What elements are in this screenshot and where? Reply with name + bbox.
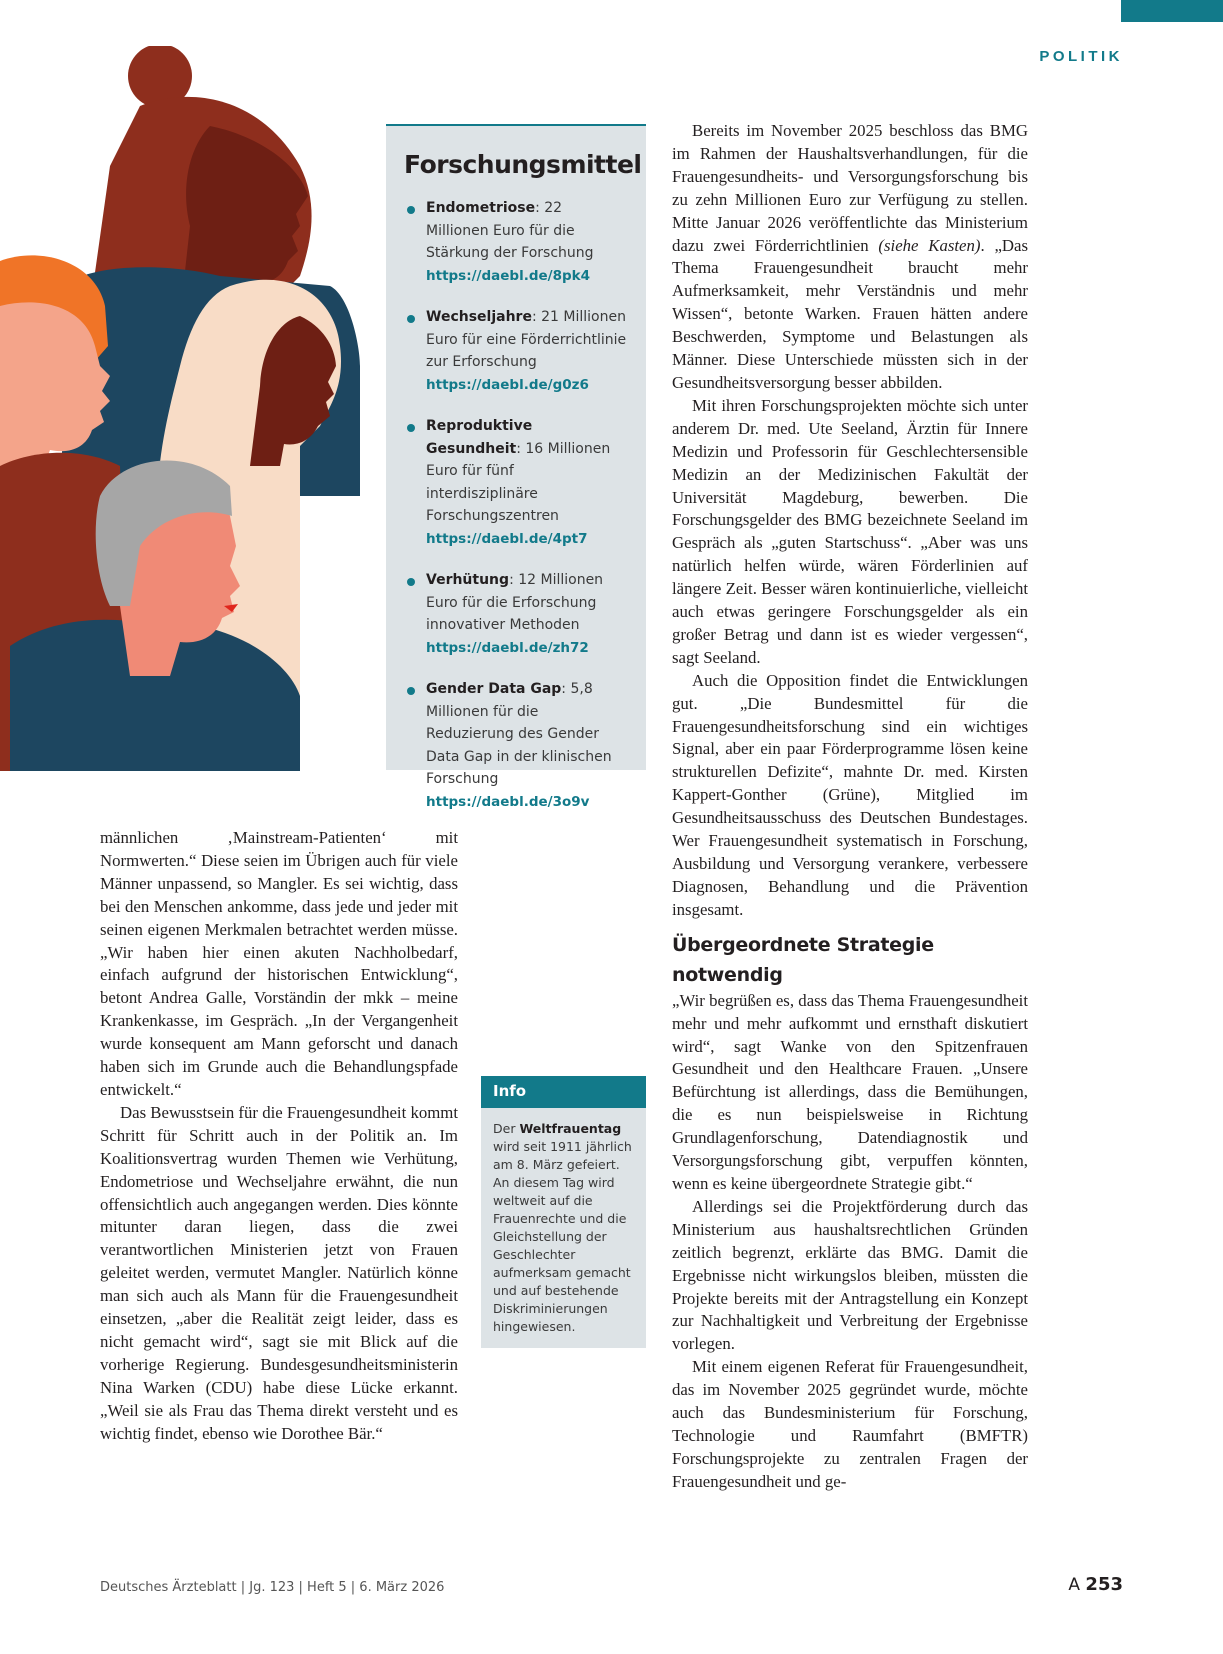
women-profiles-illustration	[0, 46, 360, 771]
bullet-icon	[407, 578, 415, 586]
research-funding-box	[386, 124, 646, 810]
funding-text: : 5,8 Millionen für die Reduzierung des Gender Data Gap in der klinischen Forschung	[426, 681, 612, 787]
article-paragraph: Auch die Opposition findet die Entwicklungen gut. „Die Bundesmittel für die Frauengesundheitsforschung sind ein wichtiges Signal, aber ein paar Förderprogramme lösen keine strukturellen Defizite“, mahnte Dr. med. Kirsten Kappert-Gonther (Grüne), Mitglied im Gesundheitsausschuss des Deutschen Bundestages. Wer Frauengesundheit systematisch in Forschung, Ausbildung und Versorgung verankere, verbessere Diagnosen, Behandlung und die Prävention insgesamt.	[672, 670, 1028, 919]
funding-text: : 12 Millionen Euro für die Erforschung innovativer Methoden	[426, 572, 604, 633]
list-item	[404, 306, 628, 396]
info-box-text	[481, 1108, 646, 1348]
subheading: Übergeordnete Strategie notwendig	[672, 933, 934, 986]
list-item	[404, 569, 628, 659]
bullet-icon	[407, 424, 415, 432]
article-paragraph: Allerdings sei die Projektförderung durch das Ministerium aus haushaltsrechtlichen Gründen zeitlich begrenzt, erklärte das BMG. Damit die Ergebnisse nicht wirkungslos bleiben, müssten die Projekte bereits mit der Antragstellung ein Konzept zur Nachhaltigkeit und Verbreitung der Ergebnisse vorlegen.	[672, 1196, 1028, 1354]
box-reference: (siehe Kasten)	[878, 235, 981, 255]
list-item	[404, 415, 628, 550]
funding-link[interactable]: https://daebl.de/g0z6	[426, 376, 589, 393]
info-text-before: Der	[493, 1121, 520, 1136]
paragraph-text: . „Das Thema Frauengesundheit braucht mehr Aufmerksamkeit, mehr Verständnis und mehr Wissen“, betonte Warken. Frauen hätten andere Beschwerden, Symptome und Belastungen als Männer. Diese Unterschiede müssten sich in der Gesundheitsversorgung besser abbilden.	[672, 235, 1029, 392]
research-funding-list	[404, 197, 628, 813]
info-text-bold: Weltfrauentag	[519, 1121, 622, 1136]
article-paragraph: Mit ihren Forschungsprojekten möchte sich unter anderem Dr. med. Ute Seeland, Ärztin für Innere Medizin und Professorin für Geschlechtersensible Medizin an der Medizinischen Fakultät der Universität Magdeburg, bewerben. Die Forschungsgelder des BMG bezeichnete Seeland im Gespräch als „guten Startschuss“. „Aber was uns natürlich helfen würde, wären Förderlinien auf längere Zeit. Besser wären kontinuierliche, vielleicht auch etwas geringere Forschungsgelder als ein großer Betrag und dann ist es wieder vergessen“, sagt Seeland.	[672, 395, 1028, 667]
info-text-after: wird seit 1911 jährlich am 8. März gefeiert. An diesem Tag wird weltweit auf die Frauenrechte und die Gleichstellung der Geschlechter aufmerksam gemacht und auf bestehende Diskriminierungen hingewiesen.	[493, 1139, 632, 1334]
article-paragraph: Mit einem eigenen Referat für Frauengesundheit, das im November 2025 gegründet wurde, möchte auch das Bundesministerium für Forschung, Technologie und Raumfahrt (BMFTR) Forschungsprojekte zu zentralen Fragen der Frauengesundheit und ge-	[672, 1357, 1028, 1491]
research-box-title: Forschungsmittel	[404, 150, 642, 179]
funding-term: Verhütung	[426, 572, 510, 588]
funding-link[interactable]: https://daebl.de/8pk4	[426, 267, 591, 284]
article-paragraph: „Wir begrüßen es, dass das Thema Frauengesundheit mehr und mehr aufkommt und ernsthaft diskutiert wird“, sagt Wanke von den Spitzenfrauen Gesundheit und den Healthcare Frauen. „Unsere Befürchtung ist allerdings, dass die Bemühungen, die es nun beispielsweise in Richtung Grundlagenforschung, Datendiagnostik und Versorgungsforschung gibt, verpuffen könnten, wenn es keine übergeordnete Strategie gibt.“	[672, 990, 1028, 1193]
funding-term: Endometriose	[426, 200, 536, 216]
article-paragraph: männlichen ‚Mainstream-Patienten‘ mit Normwerten.“ Diese seien im Übrigen auch für viele Männer unpassend, so Mangler. Es sei wichtig, dass bei den Menschen ankomme, dass jede und jeder mit seinen eigenen Merkmalen betrachtet werden müsse. „Wir haben hier einen akuten Nachholbedarf, einfach aufgrund der historischen Entwicklung“, betont Andrea Galle, Vorständin der mkk – meine Krankenkasse, im Gespräch. „In der Vergangenheit wurde konsequent am Mann geforscht und danach haben sich im Grunde auch die Behandlungspfade entwickelt.“	[100, 828, 458, 1099]
funding-term: Reproduktive Gesundheit	[426, 418, 533, 457]
article-paragraph: Das Bewusstsein für die Frauengesundheit kommt Schritt für Schritt auch in der Politik an. Im Koalitionsvertrag wurden Themen wie Verhütung, Endometriose und Wechseljahre erwähnt, die nun offensichtlich auch angegangen werden. Dies könnte mitunter daran liegen, dass die zwei verantwortlichen Ministerien jetzt von Frauen geleitet werden, vermutet Mangler. Natürlich könne man sich auch als Mann für die Frauengesundheit einsetzen, „aber die Realität zeigt leider, dass es nicht gemacht wird“, sagt sie mit Blick auf die vorherige Regierung. Bundesgesundheitsministerin Nina Warken (CDU) habe diese Lücke erkannt. „Weil sie als Frau das Thema direkt versteht und es wichtig findet, ebenso wie Dorothee Bär.“	[100, 1102, 458, 1443]
funding-link[interactable]: https://daebl.de/3o9v	[426, 793, 590, 810]
funding-term: Wechseljahre	[426, 309, 532, 325]
funding-text: : 16 Millionen Euro für fünf interdisziplinäre Forschungszentren	[426, 440, 611, 524]
corner-accent-tab	[1121, 0, 1223, 22]
article-left-column	[100, 827, 458, 1445]
funding-link[interactable]: https://daebl.de/4pt7	[426, 530, 588, 547]
paragraph-text: Bereits im November 2025 beschloss das BMG im Rahmen der Haushaltsverhandlungen, für die Frauengesundheits- und Versorgungsforschung bis zu zehn Millionen Euro zur Verfügung zu stellen. Mitte Januar 2026 veröffentlichte das Ministerium dazu zwei Förderrichtlinien	[672, 121, 1028, 255]
section-label: POLITIK	[1039, 48, 1123, 65]
page-number-value: 253	[1085, 1574, 1123, 1595]
bullet-icon	[407, 315, 415, 323]
bullet-icon	[407, 206, 415, 214]
footer-journal-info: Deutsches Ärzteblatt | Jg. 123 | Heft 5 | 6. März 2026	[100, 1580, 445, 1595]
bullet-icon	[407, 687, 415, 695]
funding-term: Gender Data Gap	[426, 681, 562, 697]
article-right-column	[672, 120, 1028, 1494]
funding-text: : 21 Millionen Euro für eine Förderrichtlinie zur Erforschung	[426, 309, 627, 370]
list-item	[404, 678, 628, 813]
funding-text: : 22 Millionen Euro für die Stärkung der Forschung	[426, 200, 594, 261]
page-prefix: A	[1068, 1575, 1086, 1595]
page-number	[1068, 1574, 1123, 1595]
list-item	[404, 197, 628, 287]
info-box	[481, 1076, 646, 1348]
article-paragraph	[672, 120, 1028, 395]
funding-link[interactable]: https://daebl.de/zh72	[426, 639, 589, 656]
info-box-heading: Info	[481, 1076, 646, 1108]
